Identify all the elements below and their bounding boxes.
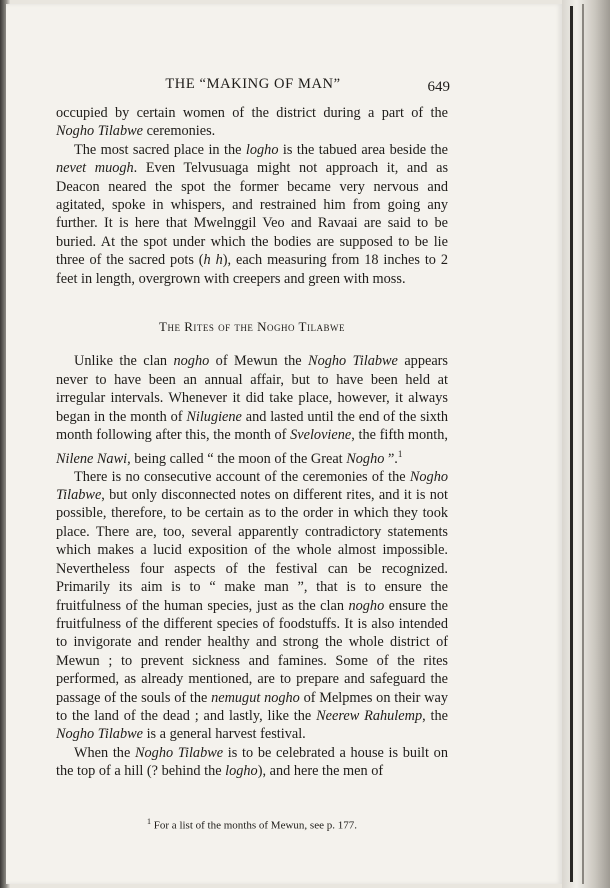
- page-number: 649: [427, 79, 450, 95]
- footnote: $^1$ For a list of the months of Mewun, see p. 177.: [147, 817, 357, 832]
- paragraph: There is no consecutive account of the ceremonies of the Nogho Tilabwe, but only disconnected notes on different rites, and it is not possible, therefore, to be certain as to the order in which they took place. There are, too, several apparently contradictory statements which makes a lucid exposition of the whole almost impossible. Nevertheless four aspects of the festival can be recognized. Primarily its aim is to “ make man ”, that is to ensure the fruitfulness of the human species, just as the clan nogho ensure the fruitfulness of the different species of foodstuffs. It is also intended to invigorate and render healthy and strong the whole district of Mewun ; to prevent sickness and famines. Some of the rites performed, as already mentioned, are to prepare and safeguard the passage of the souls of the nemugut nogho of Melpmes on their way to the land of the dead ; and lastly, like the Neerew Rahulemp, the Nogho Tilabwe is a general harvest festival.: [56, 468, 448, 743]
- page-header: [56, 76, 450, 102]
- paragraph: occupied by certain women of the district during a part of the Nogho Tilabwe ceremonies.: [56, 105, 448, 140]
- paragraph: The most sacred place in the logho is the tabued area beside the nevet muogh. Even Telvusuaga might not approach it, and as Deacon neared the spot the former became very nervous and agitated, spoke in whispers, and restrained him from going any further. It is here that Mwelnggil Veo and Ravaai are said to be buried. At the spot under which the bodies are supposed to be lie three of the sacred pots (h h), each measuring from 18 inches to 2 feet in length, overgrown with creepers and green with moss.: [56, 141, 449, 287]
- paragraph: Unlike the clan nogho of Mewun the Nogho Tilabwe appears never to have been an annual affair, but to have been held at irregular intervals. Whenever it did take place, however, it always began in the month of Nilugiene and lasted until the end of the sixth month following after this, the month of Sveloviene, the fifth month, Nilene Nawi, being called “ the moon of the Great Nogho ”.$^1$: [56, 353, 449, 467]
- paragraph: When the Nogho Tilabwe is to be celebrated a house is built on the top of a hill (? behind the logho), and here the men of: [56, 744, 448, 780]
- running-head: THE “MAKING OF MAN”: [165, 76, 341, 92]
- page-edge: [562, 0, 610, 888]
- body-text: [56, 104, 448, 781]
- section-heading: The Rites of the Nogho Tilabwe: [159, 319, 345, 335]
